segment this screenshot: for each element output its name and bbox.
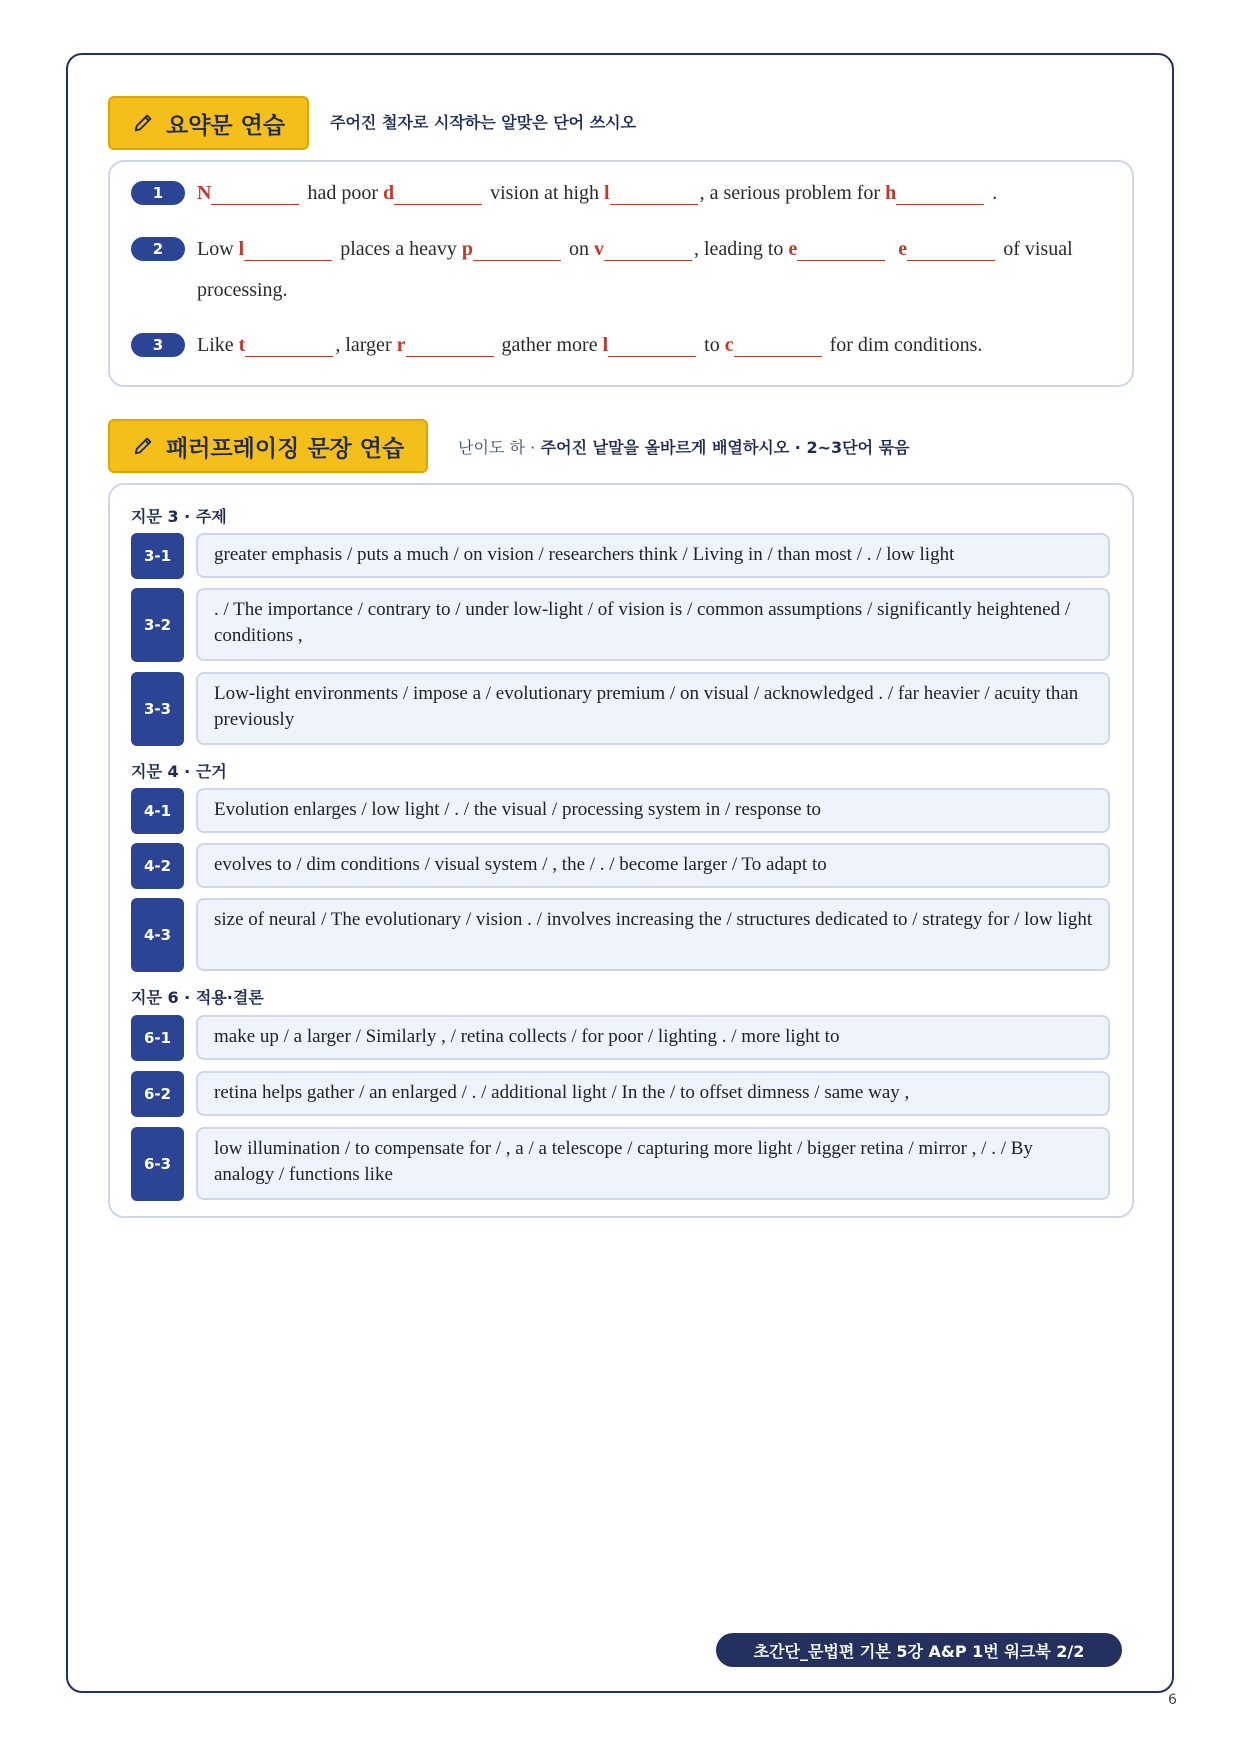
question-number: 4-1	[131, 788, 184, 834]
instruction-text: 주어진 낱말을 올바르게 배열하시오 · 2~3단어 묶음	[540, 438, 910, 457]
footer-label: 초간단_문법편 기본 5강 A&P 1번 워크북 2/2	[716, 1633, 1122, 1667]
initial-letter: l	[238, 238, 245, 260]
paraphrase-section-title	[108, 419, 428, 473]
paraphrase-instruction	[458, 435, 910, 458]
question-number: 6-1	[131, 1015, 184, 1061]
summary-item-3	[197, 334, 982, 357]
initial-letter: N	[197, 182, 212, 204]
initial-letter: l	[604, 182, 610, 204]
summary-text: , larger	[335, 334, 392, 356]
question-number: 6-2	[131, 1071, 184, 1117]
word-chunks-box: make up / a larger / Similarly , / retina collects / for poor / lighting . / more light to	[196, 1015, 1110, 1060]
answer-blank[interactable]	[244, 239, 332, 261]
summary-item-number: 1	[131, 181, 185, 205]
initial-letter: e	[788, 238, 798, 260]
summary-instruction: 주어진 철자로 시작하는 알맞은 단어 쓰시오	[330, 113, 637, 132]
question-number: 4-2	[131, 843, 184, 889]
summary-text: had poor	[307, 182, 378, 204]
answer-blank[interactable]	[608, 335, 696, 357]
initial-letter: r	[396, 334, 406, 356]
word-chunks-box: retina helps gather / an enlarged / . / additional light / In the / to offset dimness / same way ,	[196, 1071, 1110, 1116]
question-number: 3-2	[131, 588, 184, 662]
answer-blank[interactable]	[406, 335, 494, 357]
initial-letter: p	[461, 238, 473, 260]
answer-blank[interactable]	[797, 239, 885, 261]
summary-text: processing.	[197, 279, 288, 301]
summary-text: places a heavy	[340, 238, 457, 260]
summary-section-title	[108, 96, 309, 150]
answer-blank[interactable]	[604, 239, 692, 261]
answer-blank[interactable]	[896, 183, 984, 205]
group-label: 지문 6 · 적용·결론	[131, 988, 264, 1007]
word-chunks-box: . / The importance / contrary to / under low-light / of vision is / common assumptions / significantly heightened / conditions ,	[196, 588, 1110, 661]
answer-blank[interactable]	[907, 239, 995, 261]
difficulty-label: 난이도 하 ·	[458, 438, 536, 457]
paraphrase-title-text: 패러프레이징 문장 연습	[166, 435, 405, 462]
answer-blank[interactable]	[610, 183, 698, 205]
initial-letter: c	[724, 334, 734, 356]
summary-text: , a serious problem for	[699, 182, 881, 204]
group-label: 지문 3 · 주제	[131, 507, 227, 526]
word-chunks-box: greater emphasis / puts a much / on vision / researchers think / Living in / than most / . / low light	[196, 533, 1110, 578]
question-number: 4-3	[131, 898, 184, 972]
summary-item-number: 2	[131, 237, 185, 261]
question-number: 6-3	[131, 1127, 184, 1201]
summary-text: to	[704, 334, 720, 356]
question-number: 3-3	[131, 672, 184, 746]
answer-blank[interactable]	[734, 335, 822, 357]
initial-letter: t	[238, 334, 246, 356]
initial-letter: l	[602, 334, 609, 356]
summary-text: Low	[197, 238, 234, 260]
initial-letter: v	[593, 238, 604, 260]
page-number: 6	[1168, 1692, 1177, 1708]
pencil-icon	[132, 112, 154, 134]
summary-text: for dim conditions.	[829, 334, 983, 356]
summary-text: vision at high	[490, 182, 600, 204]
answer-blank[interactable]	[473, 239, 561, 261]
summary-title-text: 요약문 연습	[166, 112, 286, 139]
pencil-icon	[132, 435, 154, 457]
summary-text: of visual	[1003, 238, 1073, 260]
summary-text: Like	[197, 334, 234, 356]
group-label: 지문 4 · 근거	[131, 762, 227, 781]
summary-text: on	[568, 238, 589, 260]
summary-item-2	[197, 238, 1073, 261]
answer-blank[interactable]	[394, 183, 482, 205]
word-chunks-box: low illumination / to compensate for / , a / a telescope / capturing more light / bigger retina / mirror , / . / By analogy / functions like	[196, 1127, 1110, 1200]
summary-text: .	[992, 182, 998, 204]
word-chunks-box: size of neural / The evolutionary / vision . / involves increasing the / structures dedicated to / strategy for / low light	[196, 898, 1110, 971]
word-chunks-box: Evolution enlarges / low light / . / the visual / processing system in / response to	[196, 788, 1110, 833]
summary-item-1	[197, 182, 997, 205]
initial-letter: h	[885, 182, 897, 204]
answer-blank[interactable]	[211, 183, 299, 205]
word-chunks-box: Low-light environments / impose a / evolutionary premium / on visual / acknowledged . / far heavier / acuity than previously	[196, 672, 1110, 745]
initial-letter: e	[898, 238, 908, 260]
word-chunks-box: evolves to / dim conditions / visual system / , the / . / become larger / To adapt to	[196, 843, 1110, 888]
answer-blank[interactable]	[245, 335, 333, 357]
summary-item-number: 3	[131, 333, 185, 357]
summary-text: , leading to	[693, 238, 784, 260]
summary-text: gather more	[501, 334, 598, 356]
initial-letter: d	[383, 182, 395, 204]
question-number: 3-1	[131, 533, 184, 579]
